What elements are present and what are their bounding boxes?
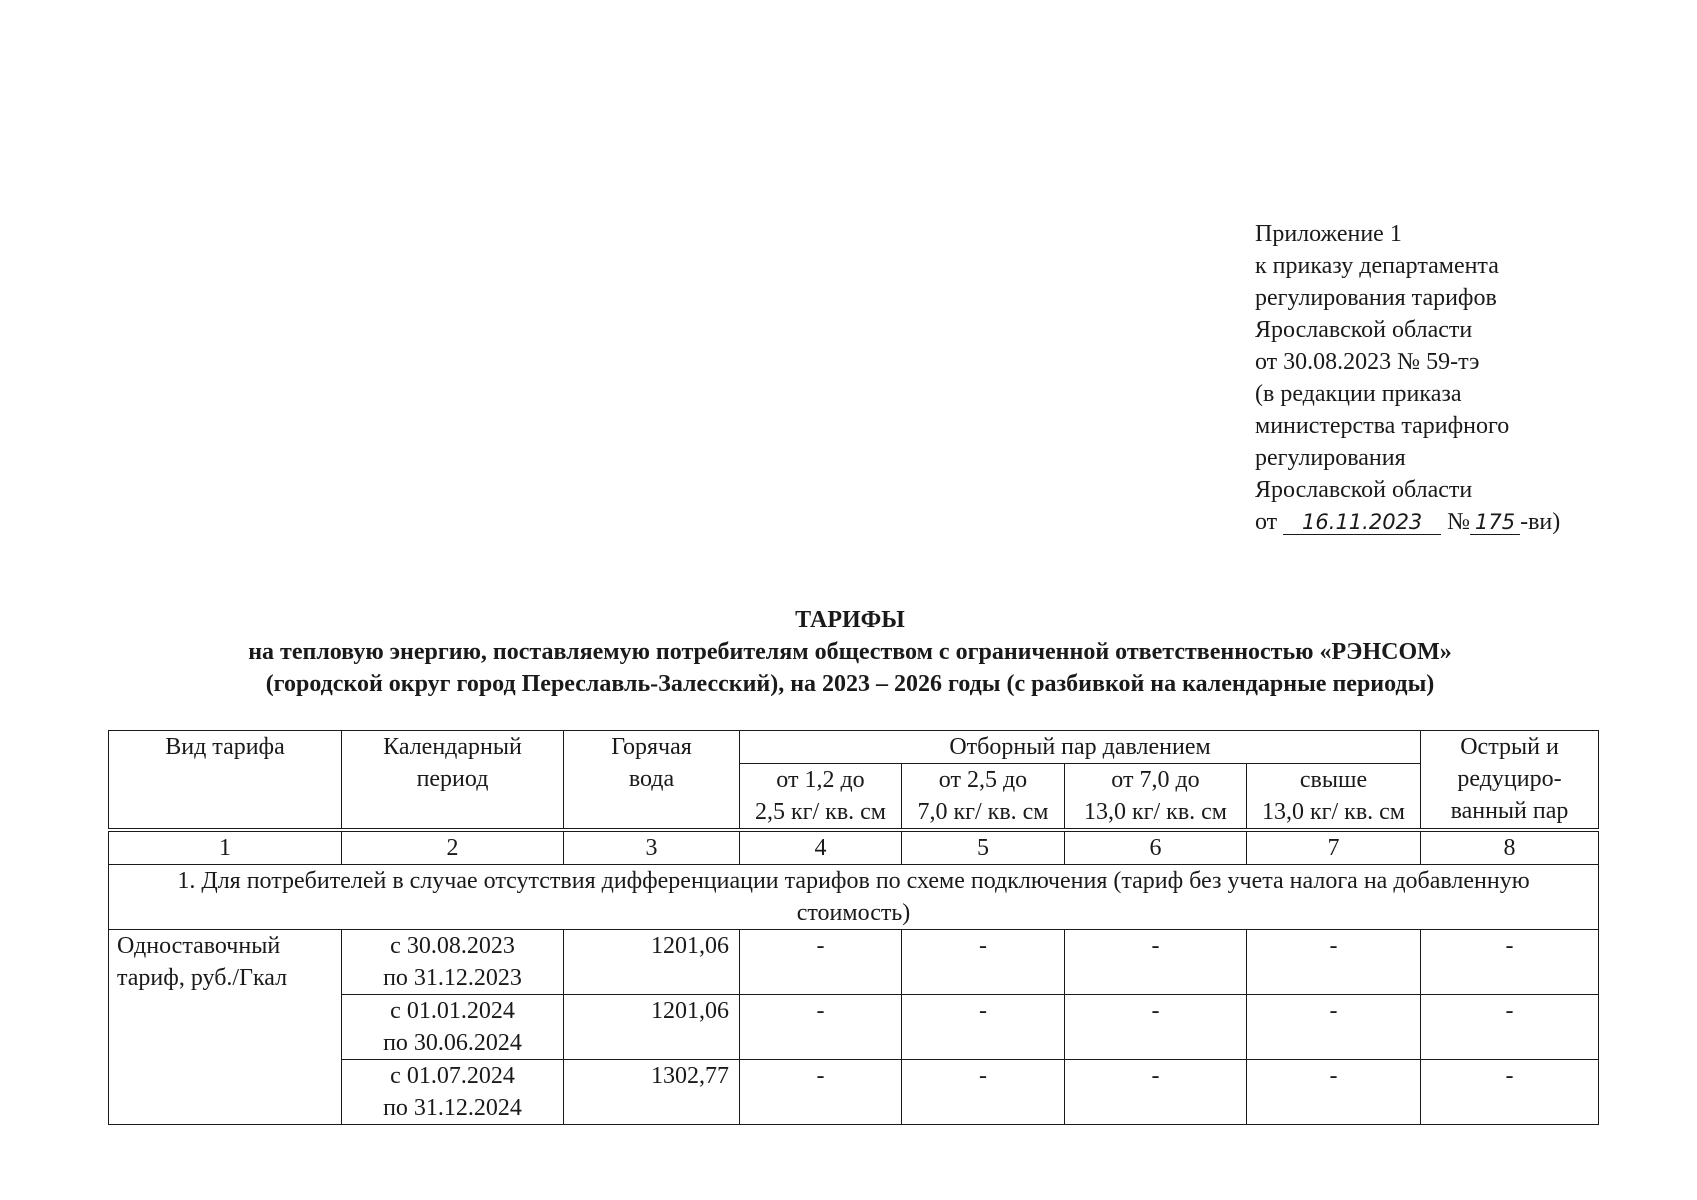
- column-number: 7: [1247, 830, 1421, 865]
- value-cell: -: [1247, 930, 1421, 995]
- value-cell: -: [902, 1060, 1065, 1125]
- table-row: [109, 930, 1599, 995]
- appendix-line: министерства тарифного: [1255, 413, 1510, 439]
- column-number: 6: [1065, 830, 1247, 865]
- handwritten-date: 16.11.2023: [1283, 510, 1441, 535]
- header-period: Календарный период: [342, 731, 564, 831]
- appendix-line: Ярославской области: [1255, 477, 1473, 503]
- handwritten-number: 175: [1470, 510, 1520, 535]
- value-cell: -: [740, 930, 902, 995]
- section-title: 1. Для потребителей в случае отсутствия дифференциации тарифов по схеме подключения (тариф без учета налога на добавленную стоимость): [109, 865, 1599, 930]
- period-cell: с 30.08.2023 по 31.12.2023: [342, 930, 564, 995]
- appendix-line: Ярославской области: [1255, 317, 1473, 343]
- header-tariff-type: Вид тарифа: [109, 731, 342, 831]
- appendix-last-line: [1255, 506, 1560, 538]
- title-main: ТАРИФЫ: [795, 607, 905, 633]
- value-cell: -: [740, 995, 902, 1060]
- tariff-name: Одноставочный тариф, руб./Гкал: [109, 930, 342, 1125]
- document-title: [110, 604, 1590, 700]
- value-cell: -: [1421, 1060, 1599, 1125]
- period-cell: с 01.01.2024 по 30.06.2024: [342, 995, 564, 1060]
- hot-water-value: 1201,06: [564, 995, 740, 1060]
- header-steam-col: от 2,5 до 7,0 кг/ кв. см: [902, 764, 1065, 831]
- value-cell: -: [1065, 930, 1247, 995]
- appendix-line: регулирования: [1255, 445, 1406, 471]
- appendix-line: Приложение 1: [1255, 221, 1402, 247]
- value-cell: -: [1247, 1060, 1421, 1125]
- appendix-line: (в редакции приказа: [1255, 381, 1462, 407]
- header-row: [109, 731, 1599, 764]
- header-hot-water: Горячая вода: [564, 731, 740, 831]
- value-cell: -: [740, 1060, 902, 1125]
- appendix-line: к приказу департамента: [1255, 253, 1499, 279]
- column-number: 3: [564, 830, 740, 865]
- appendix-line: от 30.08.2023 № 59-тэ: [1255, 349, 1480, 375]
- value-cell: -: [1065, 1060, 1247, 1125]
- hot-water-value: 1302,77: [564, 1060, 740, 1125]
- title-line-1: на тепловую энергию, поставляемую потребителям обществом с ограниченной ответственностью «РЭНСОМ»: [248, 639, 1452, 665]
- appendix-suffix: -ви): [1520, 509, 1561, 535]
- header-steam-col: от 1,2 до 2,5 кг/ кв. см: [740, 764, 902, 831]
- column-number: 8: [1421, 830, 1599, 865]
- appendix-header: [1255, 218, 1560, 538]
- value-cell: -: [902, 930, 1065, 995]
- column-number: 4: [740, 830, 902, 865]
- column-number: 1: [109, 830, 342, 865]
- column-numbers-row: [109, 830, 1599, 865]
- value-cell: -: [1247, 995, 1421, 1060]
- hot-water-value: 1201,06: [564, 930, 740, 995]
- header-steam-col: от 7,0 до 13,0 кг/ кв. см: [1065, 764, 1247, 831]
- appendix-line: регулирования тарифов: [1255, 285, 1497, 311]
- tariffs-table: [108, 730, 1599, 1125]
- number-sign: №: [1447, 509, 1471, 535]
- column-number: 2: [342, 830, 564, 865]
- header-steam-group: Отборный пар давлением: [740, 731, 1421, 764]
- value-cell: -: [1421, 995, 1599, 1060]
- period-cell: с 01.07.2024 по 31.12.2024: [342, 1060, 564, 1125]
- value-cell: -: [902, 995, 1065, 1060]
- value-cell: -: [1065, 995, 1247, 1060]
- appendix-prefix: от: [1255, 509, 1278, 535]
- header-sharp-steam: Острый и редуциро- ванный пар: [1421, 731, 1599, 831]
- header-steam-col: свыше 13,0 кг/ кв. см: [1247, 764, 1421, 831]
- column-number: 5: [902, 830, 1065, 865]
- title-line-2: (городской округ город Переславль-Залесский), на 2023 – 2026 годы (с разбивкой на календарные периоды): [265, 671, 1435, 697]
- value-cell: -: [1421, 930, 1599, 995]
- section-row: [109, 865, 1599, 930]
